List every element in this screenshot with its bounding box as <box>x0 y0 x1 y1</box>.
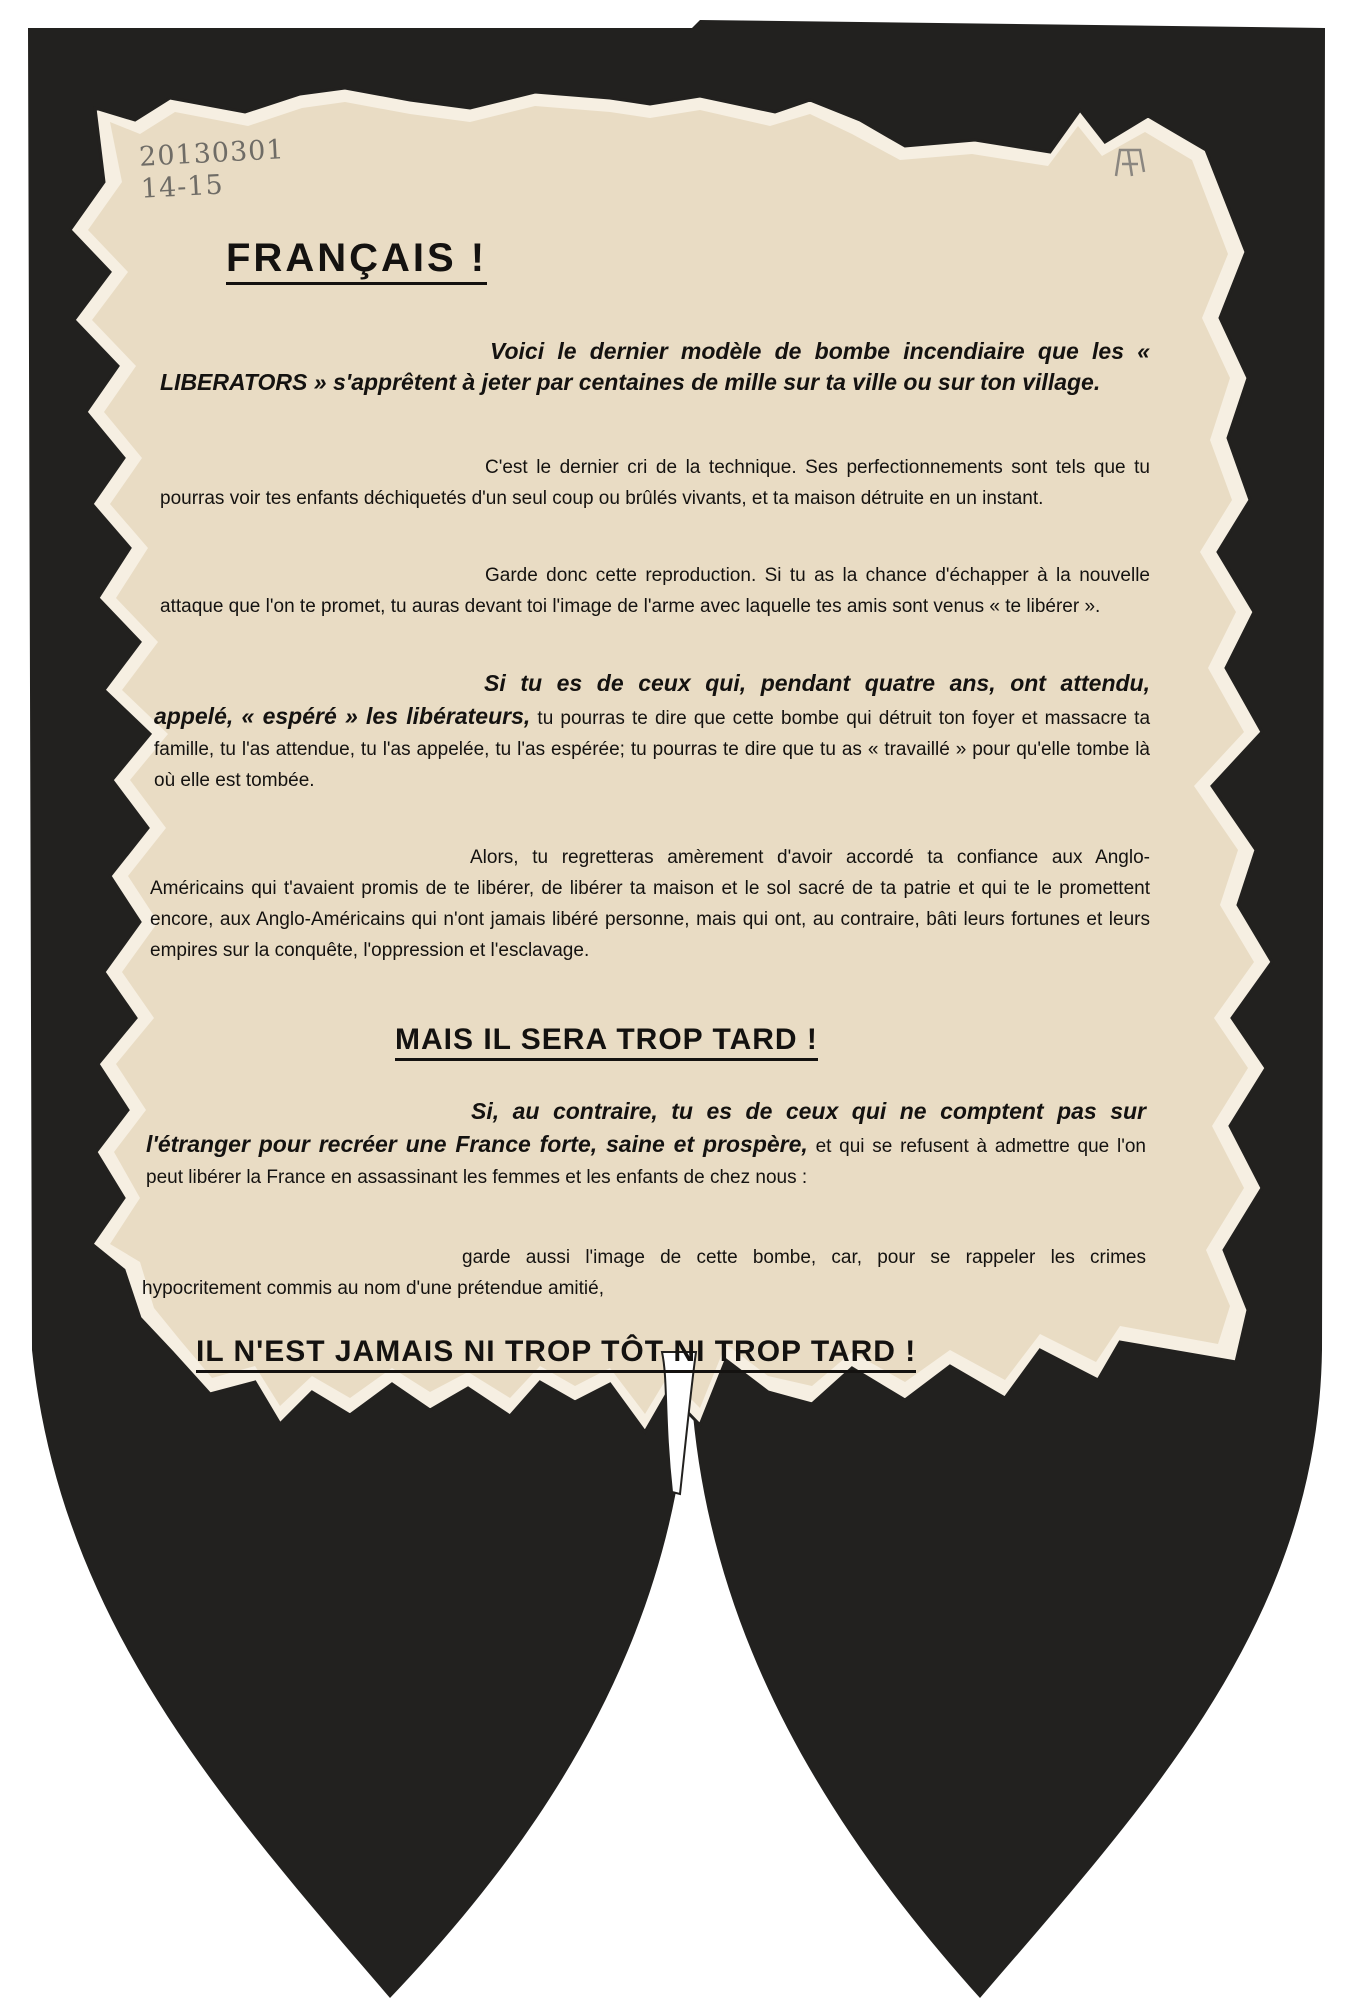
paragraph-1-text: Voici le dernier modèle de bombe incendiaire que les « LIBERATORS » s'apprêtent à jeter par centaines de mille sur ta ville ou sur ton village. <box>160 338 1150 395</box>
archive-note-line1: 20130301 <box>138 134 286 173</box>
paragraph-2-text: C'est le dernier cri de la technique. Ses perfectionnements sont tels que tu pourras voir tes enfants déchiquetés d'un seul coup ou brûlés vivants, et ta maison détruite en un instant. <box>160 457 1150 509</box>
paragraph-1 <box>160 336 1150 398</box>
leaflet-title: FRANÇAIS ! <box>226 236 487 285</box>
paragraph-7-text: garde aussi l'image de cette bombe, car, pour se rappeler les crimes hypocritement commis au nom d'une prétendue amitié, <box>142 1247 1146 1299</box>
paragraph-3-text: Garde donc cette reproduction. Si tu as la chance d'échapper à la nouvelle attaque que l'on te promet, tu auras devant toi l'image de l'arme avec laquelle tes amis sont venus « te libérer ». <box>160 565 1150 617</box>
paragraph-4-bold-text: Si tu es de ceux qui, pendant quatre ans, ont attendu, appelé, « espéré » les libérateurs, <box>154 670 1150 729</box>
heading-never-too-early: IL N'EST JAMAIS NI TROP TÔT NI TROP TARD ! <box>196 1334 916 1373</box>
archive-note-line2: 14-15 <box>140 169 225 205</box>
paragraph-7 <box>142 1242 1146 1304</box>
paragraph-5-text: Alors, tu regretteras amèrement d'avoir accordé ta confiance aux Anglo-Américains qui t'avaient promis de te libérer, de libérer ta maison et le sol sacré de ta patrie et qui te le promettent encore, aux Anglo-Américains qui n'ont jamais libéré personne, mais qui ont, au contraire, bâti leurs fortunes et leurs empires sur la conquête, l'oppression et l'esclavage. <box>150 847 1150 961</box>
paragraph-4-text: tu pourras te dire que cette bombe qui détruit ton foyer et massacre ta famille, tu l'as attendue, tu l'as appelée, tu l'as espérée; tu pourras te dire que tu as « travaillé » pour qu'elle tombe là où elle est tombée. <box>154 708 1151 791</box>
paragraph-6 <box>146 1096 1146 1193</box>
paragraph-4 <box>154 668 1150 796</box>
paragraph-6-text: et qui se refusent à admettre que l'on peut libérer la France en assassinant les femmes et les enfants de chez nous : <box>146 1136 1146 1188</box>
paragraph-6-bold-text: Si, au contraire, tu es de ceux qui ne comptent pas sur l'étranger pour recréer une France forte, saine et prospère, <box>146 1098 1146 1157</box>
paragraph-3 <box>160 560 1150 622</box>
heading-too-late: MAIS IL SERA TROP TARD ! <box>395 1022 818 1061</box>
paragraph-2 <box>160 452 1150 514</box>
paragraph-5 <box>150 842 1150 966</box>
